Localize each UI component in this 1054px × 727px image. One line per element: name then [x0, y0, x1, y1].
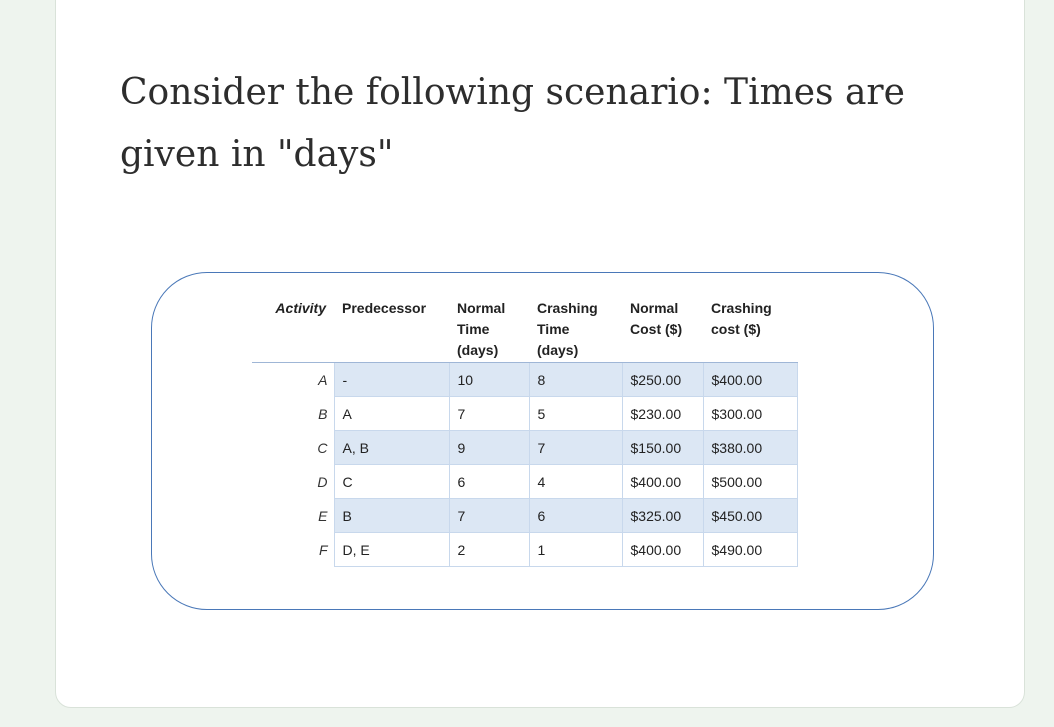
cell-crashing-cost: $400.00 [703, 363, 797, 397]
cell-crashing-cost: $500.00 [703, 465, 797, 499]
cell-predecessor: B [334, 499, 449, 533]
cell-normal-cost: $325.00 [622, 499, 703, 533]
cell-normal-cost: $150.00 [622, 431, 703, 465]
cell-normal-cost: $400.00 [622, 533, 703, 567]
header-predecessor: Predecessor [334, 296, 449, 363]
cell-predecessor: A, B [334, 431, 449, 465]
cell-activity: D [252, 465, 334, 499]
table-row [252, 363, 797, 397]
cell-crashing-time: 6 [529, 499, 622, 533]
cell-normal-cost: $400.00 [622, 465, 703, 499]
header-crashing-time: Crashing Time (days) [529, 296, 622, 363]
cell-predecessor: - [334, 363, 449, 397]
cell-normal-time: 7 [449, 499, 529, 533]
header-activity: Activity [252, 296, 334, 363]
table-row [252, 499, 797, 533]
cell-normal-cost: $230.00 [622, 397, 703, 431]
table-row [252, 465, 797, 499]
cell-activity: C [252, 431, 334, 465]
cell-crashing-time: 7 [529, 431, 622, 465]
cell-activity: F [252, 533, 334, 567]
table-header-row [252, 296, 797, 363]
cell-normal-time: 6 [449, 465, 529, 499]
cell-crashing-cost: $380.00 [703, 431, 797, 465]
cell-predecessor: D, E [334, 533, 449, 567]
cell-crashing-cost: $300.00 [703, 397, 797, 431]
header-crashing-cost: Crashing cost ($) [703, 296, 797, 363]
table-row [252, 431, 797, 465]
cell-crashing-time: 1 [529, 533, 622, 567]
cell-activity: E [252, 499, 334, 533]
header-normal-cost: Normal Cost ($) [622, 296, 703, 363]
question-text: Consider the following scenario: Times are given in "days" [120, 72, 905, 175]
cell-normal-time: 2 [449, 533, 529, 567]
cell-activity: A [252, 363, 334, 397]
cell-crashing-cost: $450.00 [703, 499, 797, 533]
header-normal-time: Normal Time (days) [449, 296, 529, 363]
cell-normal-time: 7 [449, 397, 529, 431]
cell-predecessor: A [334, 397, 449, 431]
cell-crashing-time: 5 [529, 397, 622, 431]
cell-activity: B [252, 397, 334, 431]
cell-normal-time: 10 [449, 363, 529, 397]
cell-crashing-time: 8 [529, 363, 622, 397]
cell-crashing-cost: $490.00 [703, 533, 797, 567]
table-row [252, 533, 797, 567]
activity-table [252, 296, 798, 567]
cell-normal-cost: $250.00 [622, 363, 703, 397]
cell-crashing-time: 4 [529, 465, 622, 499]
cell-predecessor: C [334, 465, 449, 499]
table-row [252, 397, 797, 431]
cell-normal-time: 9 [449, 431, 529, 465]
